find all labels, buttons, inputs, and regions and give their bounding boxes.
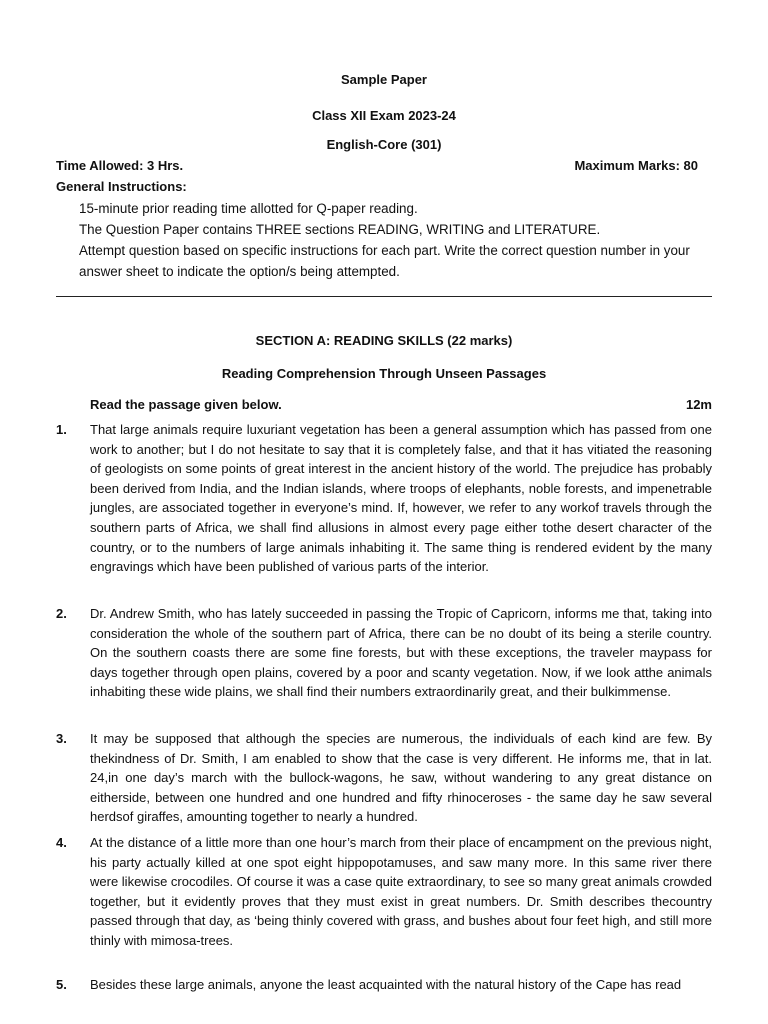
instruction-line: 15-minute prior reading time allotted for Q-paper reading. xyxy=(79,201,418,216)
paper-title: Sample Paper xyxy=(341,72,427,87)
time-allowed: Time Allowed: 3 Hrs. xyxy=(56,158,184,173)
section-subtitle: Reading Comprehension Through Unseen Passages xyxy=(221,366,547,381)
paragraph-text: Besides these large animals, anyone the least acquainted with the natural history of the Cape has read xyxy=(90,977,682,992)
divider-line xyxy=(56,296,712,297)
instruction-line: Attempt question based on specific instructions for each part. Write the correct question number in your xyxy=(79,243,690,258)
general-instructions-label: General Instructions: xyxy=(56,179,187,194)
paragraph-number: 3. xyxy=(56,731,67,746)
paragraph-text: At the distance of a little more than one hour’s march from their place of encampment on the previous night, his party actually killed at one spot eight hippopotamuses, and saw many more. In this same river there were likewise crocodiles. Of course it was a case quite extraordinary, to see so many great animals crowded together, but it evidently proves that they must exist in great numbers. Dr. Smith describes thecountry passed through that day, as ‘being thinly covered with grass, and bushes about four feet high, and still more thinly with mimosa-trees. xyxy=(90,835,712,948)
subject-title: English-Core (301) xyxy=(326,137,442,152)
paragraph-text: Dr. Andrew Smith, who has lately succeeded in passing the Tropic of Capricorn, informs me that, taking into consideration the whole of the southern part of Africa, there can be no doubt of its being a sterile country. On the southern coasts there are some fine forests, but with these exceptions, the traveler maypass for days together through open plains, covered by a poor and scanty vegetation. Now, if we look atthe animals inhabiting these wide plains, we shall find their numbers extraordinarily great, and their bulkimmense. xyxy=(90,606,712,700)
paragraph-number: 2. xyxy=(56,606,67,621)
paragraph-number: 4. xyxy=(56,835,67,850)
section-title: SECTION A: READING SKILLS (22 marks) xyxy=(255,333,513,348)
paragraph-text: It may be supposed that although the species are numerous, the individuals of each kind are few. By thekindness of Dr. Smith, I am enabled to show that the case is very different. He informs me, that in lat. 24,in one day’s march with the bullock-wagons, he saw, without wandering to any great distance on eitherside, between one hundred and one hundred and fifty rhinoceroses - the same day he saw several herdsof giraffes, amounting together to nearly a hundred. xyxy=(90,731,712,825)
instruction-line: answer sheet to indicate the option/s being attempted. xyxy=(79,264,400,279)
paragraph-number: 1. xyxy=(56,422,67,437)
paragraph-number: 5. xyxy=(56,977,67,992)
class-exam-title: Class XII Exam 2023-24 xyxy=(312,108,456,123)
instruction-line: The Question Paper contains THREE sections READING, WRITING and LITERATURE. xyxy=(79,222,601,237)
instructions-list xyxy=(79,198,739,282)
paragraph-text: That large animals require luxuriant vegetation has been a general assumption which has passed from one work to another; but I do not hesitate to say that it is completely false, and that it has vitiated the reasoning of geologists on some points of great interest in the ancient history of the world. The prejudice has probably been derived from India, and the Indian islands, where troops of elephants, noble forests, and impenetrable jungles, are associated together in everyone’s mind. If, however, we refer to any workof travels through the southern parts of Africa, we shall find allusions in almost every page either tothe desert character of the country, or to the numbers of large animals inhabiting it. The same thing is rendered evident by the many engravings which have been published of various parts of the interior. xyxy=(90,422,712,575)
passage-prompt: Read the passage given below. xyxy=(90,397,282,412)
maximum-marks: Maximum Marks: 80 xyxy=(574,158,698,173)
passage-marks: 12m xyxy=(685,397,712,412)
